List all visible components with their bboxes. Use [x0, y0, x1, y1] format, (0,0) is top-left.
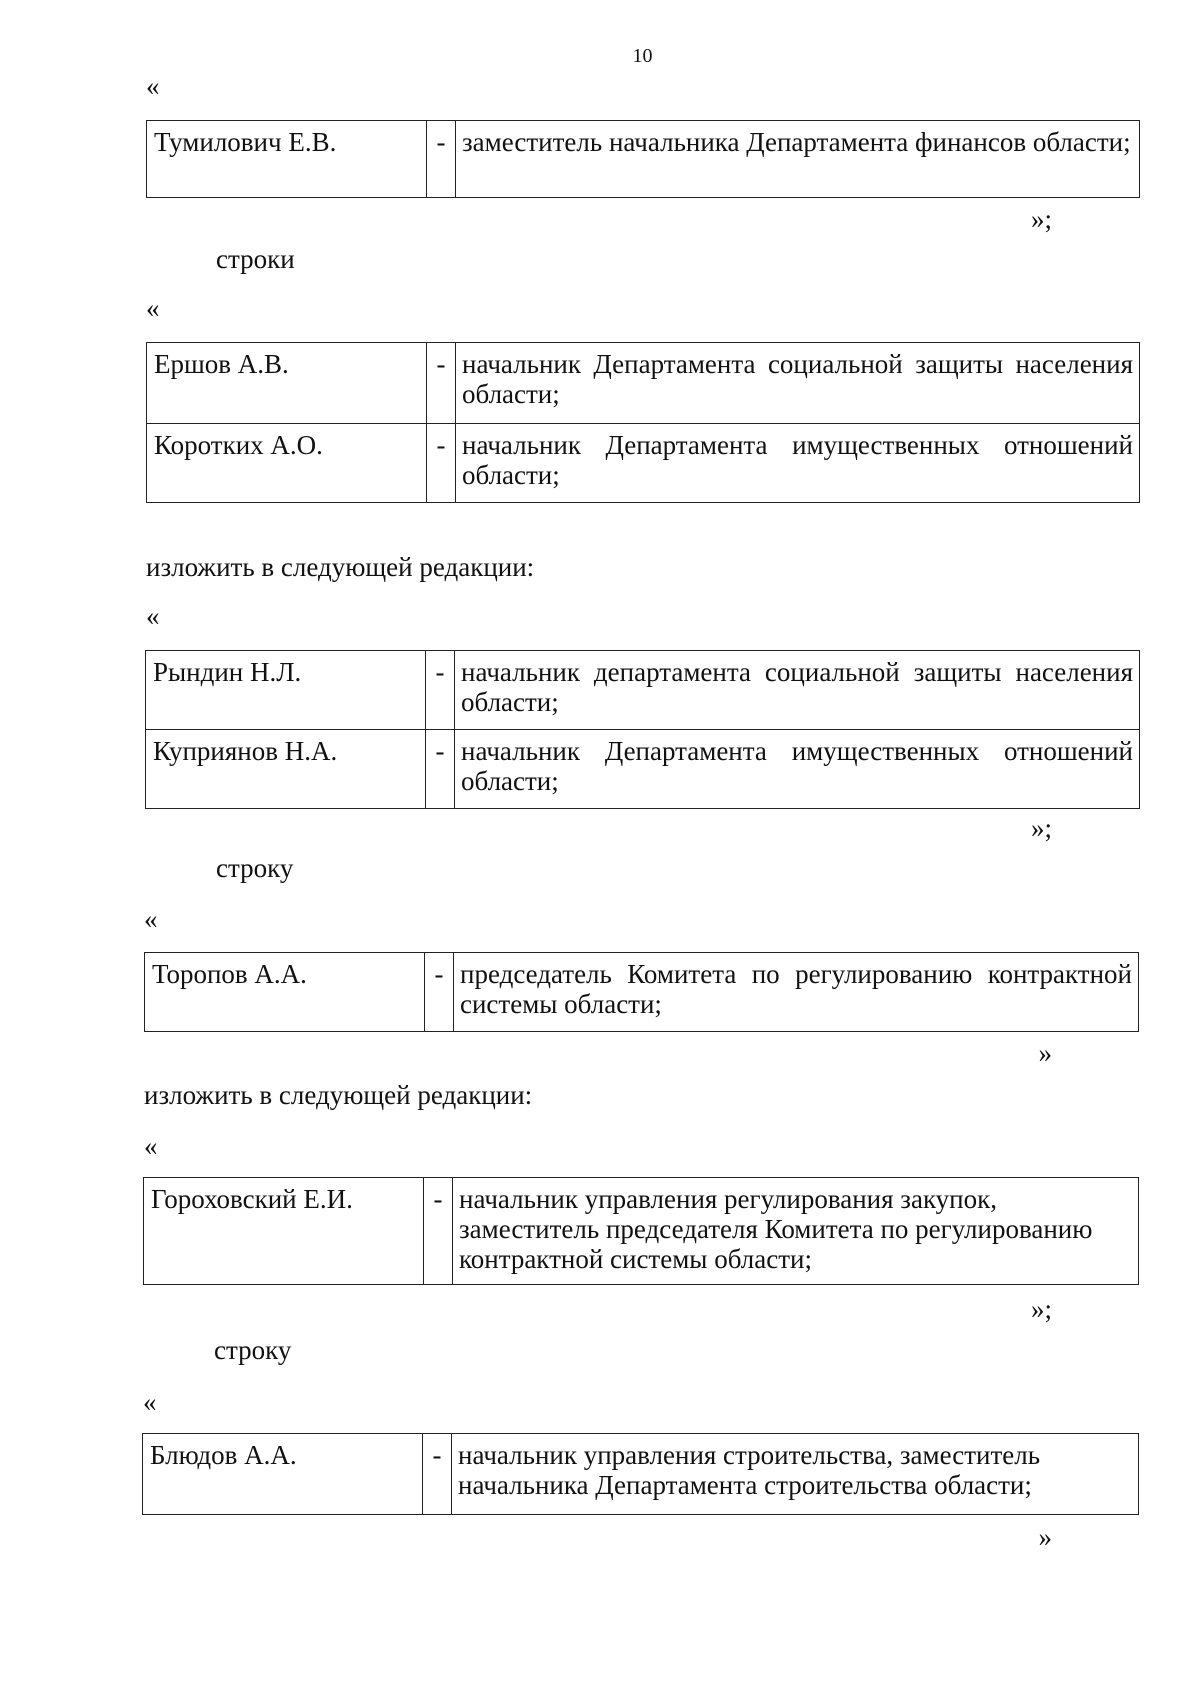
table-row: [147, 343, 1140, 424]
page-number: 10: [632, 45, 653, 67]
instruction-label: изложить в следующей редакции:: [144, 1080, 533, 1110]
person-position: начальник Департамента имущественных отношений области;: [456, 424, 1140, 503]
personnel-table: [146, 120, 1140, 198]
dash-separator: -: [427, 343, 456, 424]
table-row: [145, 953, 1139, 1032]
person-position: начальник департамента социальной защиты населения области;: [455, 651, 1140, 730]
dash-separator: -: [425, 953, 454, 1032]
instruction-label: строки: [216, 244, 295, 274]
open-quote: «: [146, 71, 160, 101]
personnel-table: [144, 952, 1139, 1032]
personnel-table: [143, 1177, 1139, 1285]
open-quote: «: [146, 293, 160, 323]
person-name: Ершов А.В.: [147, 343, 427, 424]
open-quote: «: [146, 601, 160, 631]
instruction-label: изложить в следующей редакции:: [146, 552, 535, 582]
person-name: Тумилович Е.В.: [147, 121, 427, 198]
dash-separator: -: [423, 1434, 452, 1515]
person-position: начальник Департамента имущественных отношений области;: [455, 730, 1140, 809]
person-name: Коротких А.О.: [147, 424, 427, 503]
open-quote: «: [144, 904, 158, 934]
open-quote: «: [144, 1131, 158, 1161]
person-position: председатель Комитета по регулированию контрактной системы области;: [454, 953, 1139, 1032]
person-name: Блюдов А.А.: [143, 1434, 423, 1515]
personnel-table: [146, 342, 1140, 503]
table-row: [146, 651, 1140, 730]
close-quote: »: [1038, 1038, 1052, 1068]
personnel-table: [145, 650, 1140, 809]
dash-separator: -: [426, 730, 455, 809]
close-quote: »;: [1030, 813, 1052, 843]
table-row: [147, 121, 1140, 198]
table-row: [147, 424, 1140, 503]
open-quote: «: [143, 1387, 157, 1417]
table-row: [143, 1434, 1139, 1515]
person-position: заместитель начальника Департамента финансов области;: [456, 121, 1140, 198]
person-name: Рындин Н.Л.: [146, 651, 426, 730]
instruction-label: строку: [216, 853, 294, 883]
person-position: начальник Департамента социальной защиты населения области;: [456, 343, 1140, 424]
person-name: Торопов А.А.: [145, 953, 425, 1032]
person-position: начальник управления регулирования закупок, заместитель председателя Комитета по регулированию контрактной системы области;: [453, 1178, 1139, 1285]
dash-separator: -: [424, 1178, 453, 1285]
dash-separator: -: [427, 121, 456, 198]
dash-separator: -: [427, 424, 456, 503]
dash-separator: -: [426, 651, 455, 730]
person-name: Гороховский Е.И.: [144, 1178, 424, 1285]
table-row: [146, 730, 1140, 809]
close-quote: »;: [1030, 204, 1052, 234]
table-row: [144, 1178, 1139, 1285]
close-quote: »;: [1030, 1294, 1052, 1324]
close-quote: »: [1038, 1522, 1052, 1552]
person-name: Куприянов Н.А.: [146, 730, 426, 809]
instruction-label: строку: [214, 1335, 292, 1365]
person-position: начальник управления строительства, заместитель начальника Департамента строительства области;: [452, 1434, 1139, 1515]
personnel-table: [142, 1433, 1139, 1515]
